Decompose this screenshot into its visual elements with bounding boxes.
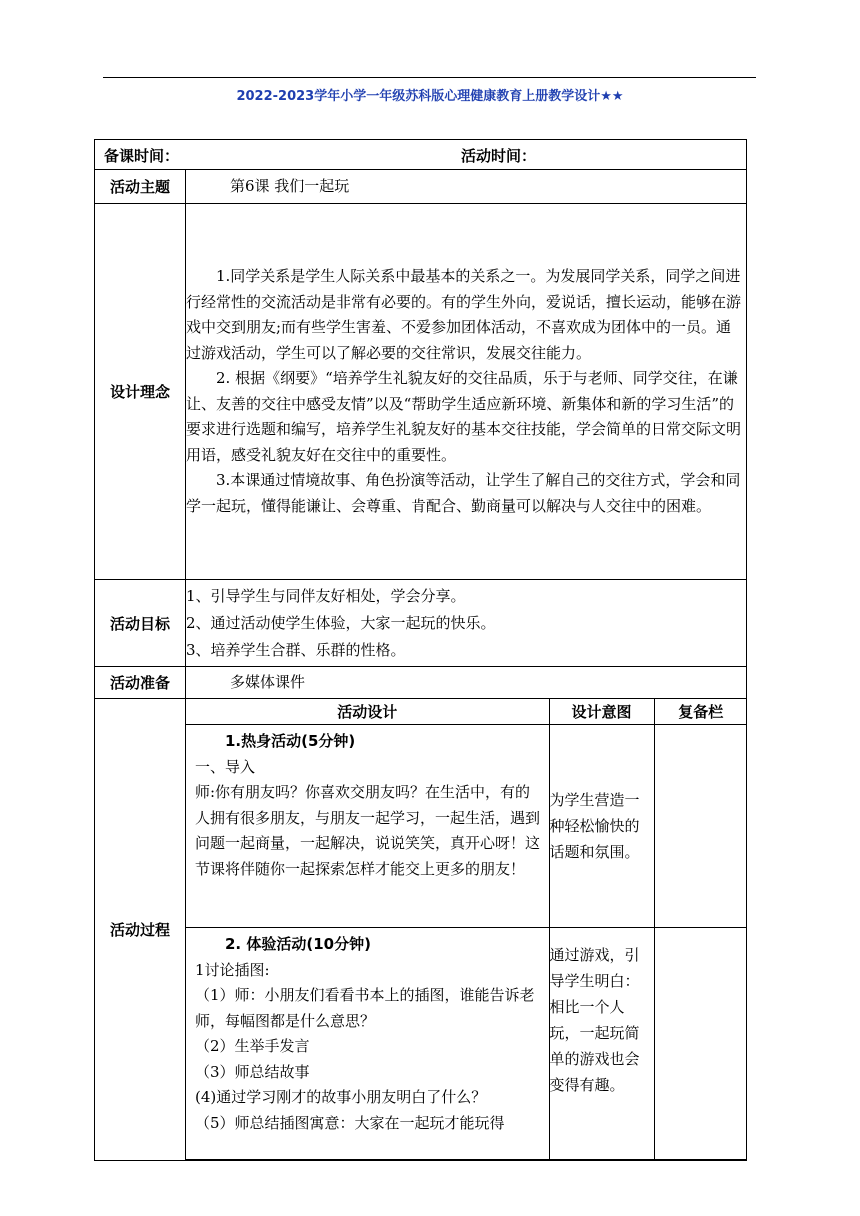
step2-intent: 通过游戏，引导学生明白：相比一个人玩，一起玩简单的游戏也会变得有趣。 xyxy=(549,928,654,1160)
header-design: 活动设计 xyxy=(186,699,549,725)
step2-line: （2）生举手发言 xyxy=(195,1037,310,1055)
row-concept xyxy=(95,204,747,580)
step2-design xyxy=(186,928,549,1160)
goal-item: 2、通过活动使学生体验，大家一起玩的快乐。 xyxy=(186,613,496,632)
step2-review xyxy=(654,928,747,1160)
row-time xyxy=(95,140,747,170)
theme-label: 活动主题 xyxy=(95,170,186,204)
concept-label: 设计理念 xyxy=(95,204,186,580)
step2-title: 2. 体验活动(10分钟) xyxy=(225,935,371,953)
page-title: 2022-2023学年小学一年级苏科版心理健康教育上册教学设计★★ xyxy=(236,89,624,104)
concept-paragraph-3: 3.本课通过情境故事、角色扮演等活动，让学生了解自己的交往方式，学会和同学一起玩，懂得能谦让、会尊重、肯配合、勤商量可以解决与人交往中的困难。 xyxy=(186,471,741,515)
process-label: 活动过程 xyxy=(95,699,186,1161)
goals-content xyxy=(186,580,747,667)
theme-value: 第6课 我们一起玩 xyxy=(186,170,747,204)
process-table xyxy=(186,699,747,1160)
goal-item: 1、引导学生与同伴友好相处，学会分享。 xyxy=(186,586,466,605)
goal-item: 3、培养学生合群、乐群的性格。 xyxy=(186,640,406,659)
prep-label: 活动准备 xyxy=(95,667,186,699)
step1-review xyxy=(654,725,747,928)
header-intent: 设计意图 xyxy=(549,699,654,725)
step2-line: （5）师总结插图寓意：大家在一起玩才能玩得 xyxy=(195,1113,505,1132)
step1-text: 师:你有朋友吗？你喜欢交朋友吗？在生活中，有的人拥有很多朋友，与朋友一起学习，一起生活，遇到问题一起商量，一起解决，说说笑笑，真开心呀！这节课将伴随你一起探索怎样才能交上更多的朋友！ xyxy=(195,783,541,878)
step2-line: 1讨论插图: xyxy=(195,960,270,979)
row-theme xyxy=(95,170,747,204)
row-process xyxy=(95,699,747,1161)
step2-line: （3）师总结故事 xyxy=(195,1062,310,1081)
header-review: 复备栏 xyxy=(654,699,747,725)
concept-paragraph-2: 2. 根据《纲要》“培养学生礼貌友好的交往品质，乐于与老师、同学交往，在谦让、友善的交往中感受友情”以及“帮助学生适应新环境、新集体和新的学习生活”的要求进行选题和编写，培养学生礼貌友好的基本交往技能，学会简单的日常交际文明用语，感受礼貌友好在交往中的重要性。 xyxy=(186,369,742,464)
lesson-plan-table xyxy=(94,139,747,1161)
prep-value: 多媒体课件 xyxy=(186,667,747,699)
step2-line: （1）师：小朋友们看看书本上的插图，谁能告诉老师，每幅图都是什么意思？ xyxy=(195,986,535,1030)
step1-intent: 为学生营造一种轻松愉快的话题和氛围。 xyxy=(549,725,654,928)
header-rule xyxy=(103,77,756,78)
concept-paragraph-1: 1.同学关系是学生人际关系中最基本的关系之一。为发展同学关系，同学之间进行经常性的交流活动是非常有必要的。有的学生外向，爱说话，擅长运动，能够在游戏中交到朋友;而有些学生害羞、不爱参加团体活动，不喜欢成为团体中的一员。通过游戏活动，学生可以了解必要的交往常识，发展交往能力。 xyxy=(186,267,742,362)
prep-time-label: 备课时间： xyxy=(104,147,180,165)
concept-content xyxy=(186,204,747,580)
goals-label: 活动目标 xyxy=(95,580,186,667)
step1-sub: 一、导入 xyxy=(195,757,256,776)
step2-line: (4)通过学习刚才的故事小朋友明白了什么？ xyxy=(195,1088,487,1106)
step1-title: 1.热身活动(5分钟) xyxy=(225,732,356,750)
row-goals xyxy=(95,580,747,667)
row-prep xyxy=(95,667,747,699)
activity-time-label: 活动时间： xyxy=(461,147,537,165)
step1-design xyxy=(186,725,549,928)
